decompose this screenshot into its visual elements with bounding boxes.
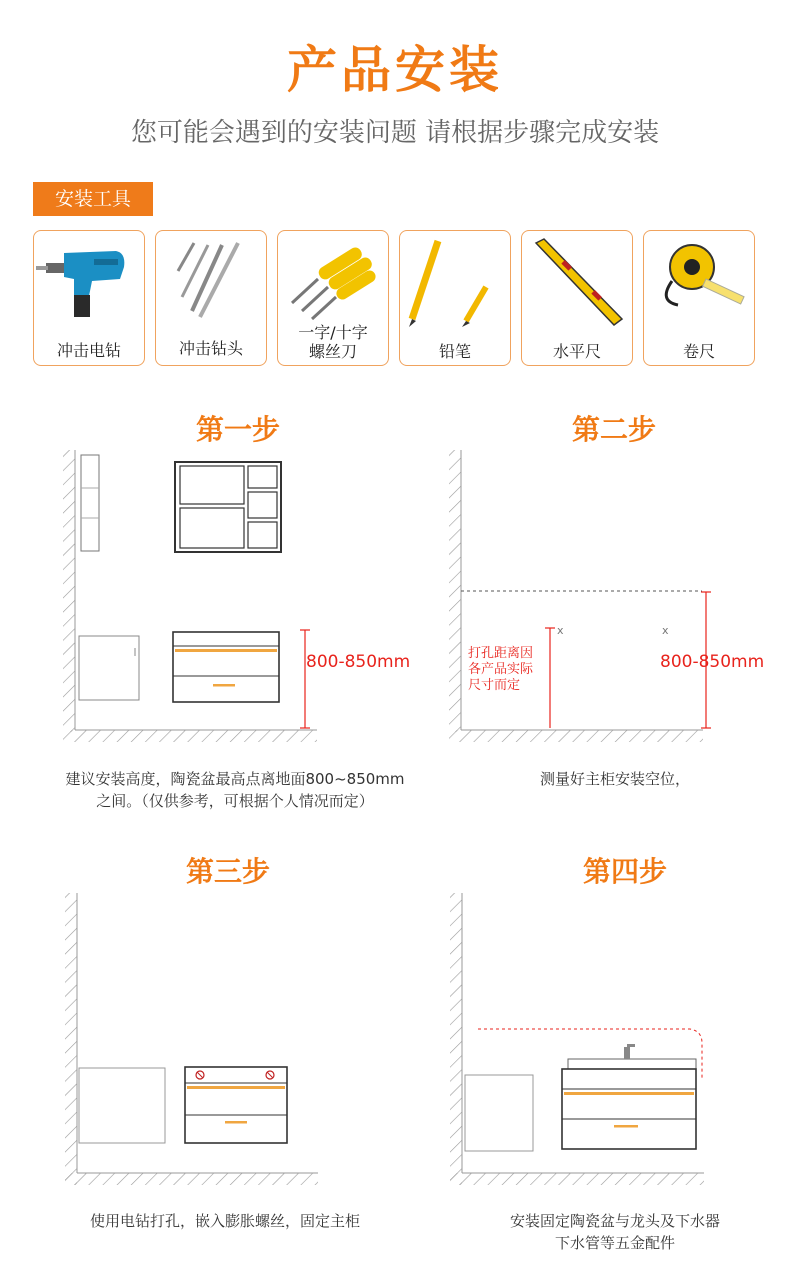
- step-4-title: 第四步: [582, 855, 667, 888]
- step-2-note-line3: 尺寸而定: [468, 678, 521, 693]
- step-2-note-line1: 打孔距离因: [468, 646, 534, 661]
- step-1-title: 第一步: [195, 413, 280, 446]
- step-3-title: 第三步: [185, 855, 270, 888]
- step-2-diagram: [440, 450, 770, 750]
- step-4-caption-2: 下水管等五金配件: [554, 1234, 675, 1252]
- step-1-caption: 建议安装高度，陶瓷盆最高点离地面800~850mm: [65, 770, 405, 788]
- tool-card-spirit-level: [521, 230, 633, 366]
- tool-label: 一字/十字: [298, 323, 368, 342]
- step-3-caption: 使用电钻打孔，嵌入膨胀螺丝，固定主柜: [89, 1212, 360, 1230]
- tool-card-impact-drill: [33, 230, 145, 366]
- drill-mark-right: x: [662, 624, 669, 637]
- impact-drill-icon: [34, 231, 146, 331]
- tool-label: 冲击钻头: [178, 339, 243, 358]
- step-4-caption: 安装固定陶瓷盆与龙头及下水器: [509, 1212, 720, 1230]
- step-2-dimension: 800-850mm: [660, 652, 765, 672]
- pencil-icon: [400, 231, 512, 331]
- tool-card-screwdriver: [277, 230, 389, 366]
- tool-label: 铅笔: [438, 342, 471, 361]
- tool-label-2: 螺丝刀: [308, 342, 357, 361]
- tool-card-drill-bits: [155, 230, 267, 366]
- step-1-dimension: 800-850mm: [306, 652, 411, 672]
- tool-card-tape-measure: [643, 230, 755, 366]
- page-subtitle: 您可能会遇到的安装问题 请根据步骤完成安装: [130, 118, 660, 148]
- drill-mark-left: x: [557, 624, 564, 637]
- tool-label: 水平尺: [552, 342, 601, 361]
- step-2-caption: 测量好主柜安装空位，: [539, 770, 690, 788]
- step-1-diagram: [55, 450, 385, 750]
- step-2-title: 第二步: [571, 413, 656, 446]
- page-title: 产品安装: [287, 41, 503, 99]
- tools-section-badge: 安装工具: [33, 182, 153, 216]
- step-4-diagram: [440, 893, 770, 1193]
- drill-bits-icon: [156, 231, 268, 331]
- tape-measure-icon: [644, 231, 756, 331]
- tool-card-pencil: [399, 230, 511, 366]
- tool-label: 冲击电钻: [56, 341, 121, 360]
- step-2-note-line2: 各产品实际: [468, 662, 534, 677]
- tool-label: 卷尺: [682, 342, 715, 361]
- spirit-level-icon: [522, 231, 634, 331]
- step-3-diagram: [55, 893, 385, 1193]
- screwdriver-icon: [278, 231, 390, 331]
- step-1-caption-2: 之间。（仅供参考，可根据个人情况而定）: [96, 792, 374, 810]
